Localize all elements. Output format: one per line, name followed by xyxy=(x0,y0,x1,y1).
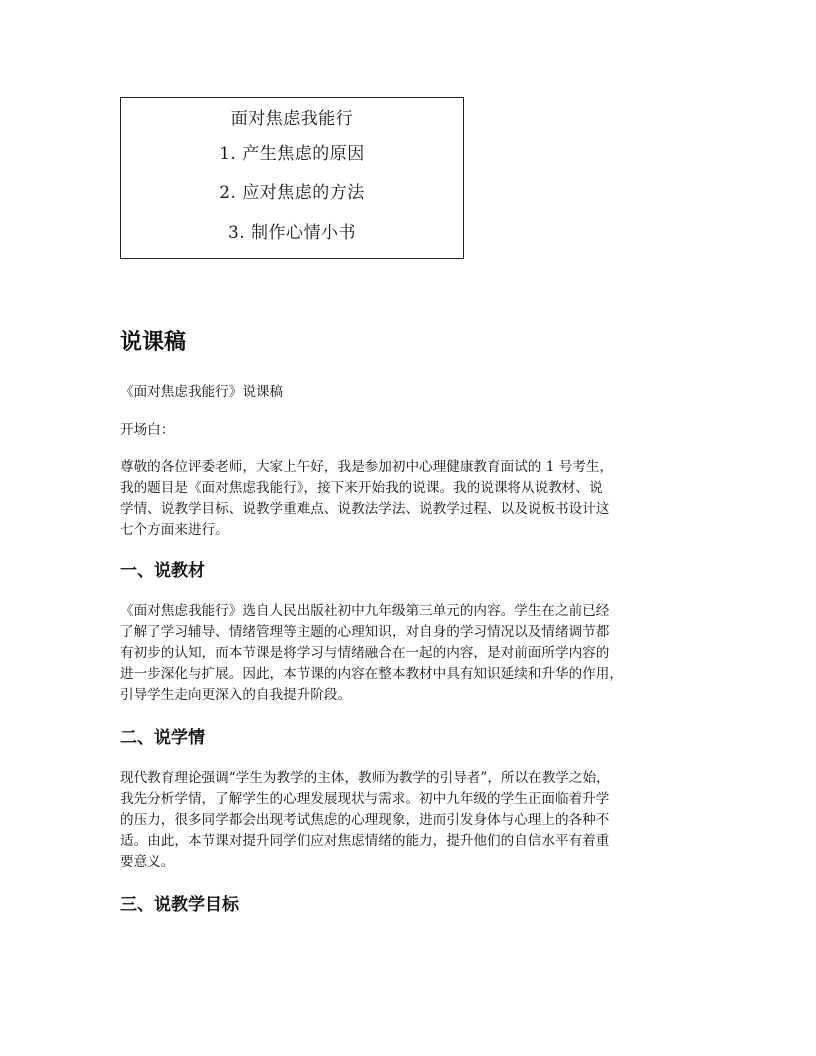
section-paragraph xyxy=(120,768,705,873)
board-item: 1. 产生焦虑的原因 xyxy=(219,144,365,164)
paragraph-line: 进一步深化与扩展。因此，本节课的内容在整本教材中具有知识延续和升华的作用， xyxy=(120,666,623,682)
paragraph-line: 七个方面来进行。 xyxy=(120,522,229,538)
paragraph-line: 的压力，很多同学都会出现考试焦虑的心理现象，进而引发身体与心理上的各种不 xyxy=(120,812,610,828)
document-title: 说课稿 xyxy=(120,330,187,355)
section-heading: 三、说教学目标 xyxy=(120,895,239,915)
paragraph-line: 我的题目是《面对焦虑我能行》，接下来开始我的说课。我的说课将从说教材、说 xyxy=(120,480,603,496)
opening-label: 开场白： xyxy=(120,422,175,438)
paragraph-line: 有初步的认知，而本节课是将学习与情绪融合在一起的内容，是对前面所学内容的 xyxy=(120,645,610,661)
board-title: 面对焦虑我能行 xyxy=(230,109,354,129)
board-item: 2. 应对焦虑的方法 xyxy=(219,183,365,203)
section-heading: 一、说教材 xyxy=(120,561,205,581)
section-paragraph xyxy=(120,601,705,706)
paragraph-line: 我先分析学情，了解学生的心理发展现状与需求。初中九年级的学生正面临着升学 xyxy=(120,791,610,807)
paragraph-line: 尊敬的各位评委老师，大家上午好，我是参加初中心理健康教育面试的 1 号考生， xyxy=(120,459,614,475)
paragraph-line: 现代教育理论强调“学生为教学的主体，教师为教学的引导者”，所以在教学之始， xyxy=(120,770,610,786)
paragraph-line: 要意义。 xyxy=(120,854,175,870)
document-subtitle: 《面对焦虑我能行》说课稿 xyxy=(120,384,284,400)
opening-paragraph xyxy=(120,457,705,541)
paragraph-line: 《面对焦虑我能行》选自人民出版社初中九年级第三单元的内容。学生在之前已经 xyxy=(120,603,610,619)
section-heading: 二、说学情 xyxy=(120,728,205,748)
paragraph-line: 适。由此，本节课对提升同学们应对焦虑情绪的能力，提升他们的自信水平有着重 xyxy=(120,833,610,849)
paragraph-line: 引导学生走向更深入的自我提升阶段。 xyxy=(120,687,352,703)
board-design-box xyxy=(120,97,464,259)
board-item: 3. 制作心情小书 xyxy=(227,223,357,243)
paragraph-line: 了解了学习辅导、情绪管理等主题的心理知识，对自身的学习情况以及情绪调节都 xyxy=(120,624,610,640)
paragraph-line: 学情、说教学目标、说教学重难点、说教法学法、说教学过程、以及说板书设计这 xyxy=(120,501,610,517)
